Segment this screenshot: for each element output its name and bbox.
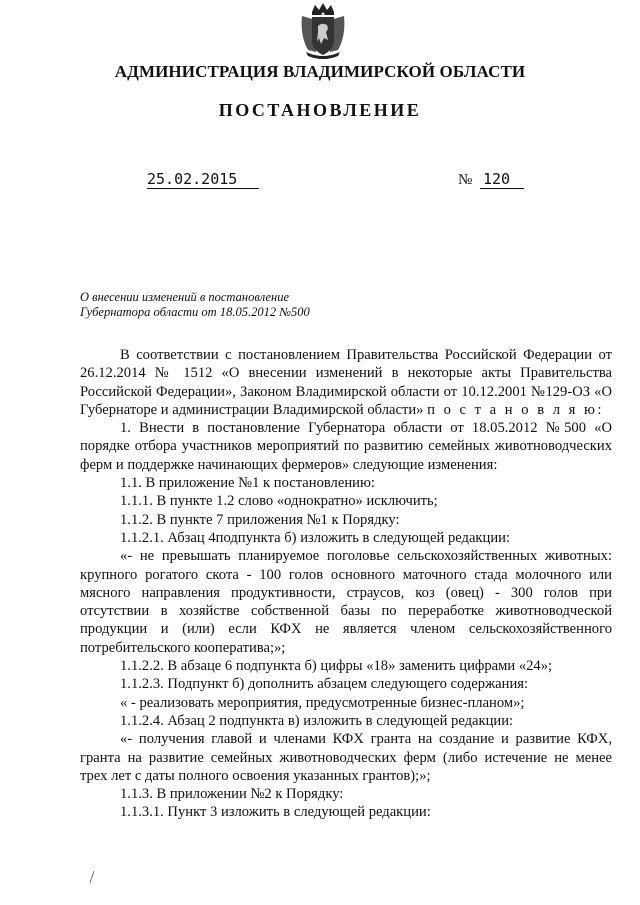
organization-name: АДМИНИСТРАЦИЯ ВЛАДИМИРСКОЙ ОБЛАСТИ — [114, 62, 526, 81]
clause-1-1-1: 1.1.1. В пункте 1.2 слово «однократно» исключить; — [120, 493, 438, 510]
clause-1-1: 1.1. В приложение №1 к постановлению: — [120, 475, 375, 492]
document-body — [80, 346, 612, 822]
clause-1-1-2-3: 1.1.2.3. Подпункт б) дополнить абзацем следующего содержания: — [120, 676, 529, 693]
clause-1-1-2-1: 1.1.2.1. Абзац 4подпункта б) изложить в следующей редакции: — [120, 529, 510, 546]
quoted-text: « - реализовать мероприятия, предусмотренные бизнес-планом»; — [120, 694, 525, 711]
quoted-text: «- получения главой и членами КФХ гранта на создание и развитие КФХ, гранта на развитие семейных животноводческих ферм (либо истечение не менее трех лет с даты полного освоения указанных грантов);»; — [80, 731, 612, 784]
coat-of-arms-icon — [298, 2, 348, 60]
clause-1: 1. Внести в постановление Губернатора области от 18.05.2012 №500 «О порядке отбора участников мероприятий по развитию семейных животноводческих ферм и поддержке начинающих фермеров» следующие изменения: — [80, 420, 612, 473]
subject-line: О внесении изменений в постановление — [80, 290, 290, 304]
preamble-text: В соответствии с постановлением Правительства Российской Федерации от 26.12.2014 № 1512 «О внесении изменений в некоторые акты Правительства Российской Федерации», Законом Владимирской области от 10.12.2001 №129-ОЗ «О Губернаторе и администрации Владимирской области» — [80, 347, 612, 418]
document-date: 25.02.2015 — [147, 170, 259, 189]
clause-1-1-3: 1.1.3. В приложении №2 к Порядку: — [120, 786, 344, 803]
document-type: ПОСТАНОВЛЕНИЕ — [218, 100, 422, 120]
clause-1-1-2: 1.1.2. В пункте 7 приложения №1 к Порядку: — [120, 511, 400, 528]
document-number: 120 — [480, 170, 524, 189]
document-subject — [80, 290, 310, 320]
number-label: № — [458, 172, 473, 188]
subject-line: Губернатора области от 18.05.2012 №500 — [80, 305, 310, 319]
preamble-paragraph — [80, 346, 612, 419]
quoted-text: «- не превышать планируемое поголовье сельскохозяйственных животных: крупного рогатого скота - 100 голов основного маточного стада молочного или мясного направления продуктивности, страусов, коз (овец) - 300 голов при отсутствии в хозяйстве собственной базы по переработке животноводческой продукции и (или) если КФХ не является членом сельскохозяйственного потребительского кооператива;»; — [80, 548, 612, 656]
clause-1-1-2-2: 1.1.2.2. В абзаце 6 подпункта б) цифры «18» заменить цифрами «24»; — [120, 658, 553, 675]
clause-1-1-3-1: 1.1.3.1. Пункт 3 изложить в следующей редакции: — [120, 804, 431, 821]
decree-word: п о с т а н о в л я ю: — [427, 401, 604, 418]
pen-mark — [88, 870, 96, 884]
clause-1-1-2-4: 1.1.2.4. Абзац 2 подпункта в) изложить в следующей редакции: — [120, 712, 514, 729]
